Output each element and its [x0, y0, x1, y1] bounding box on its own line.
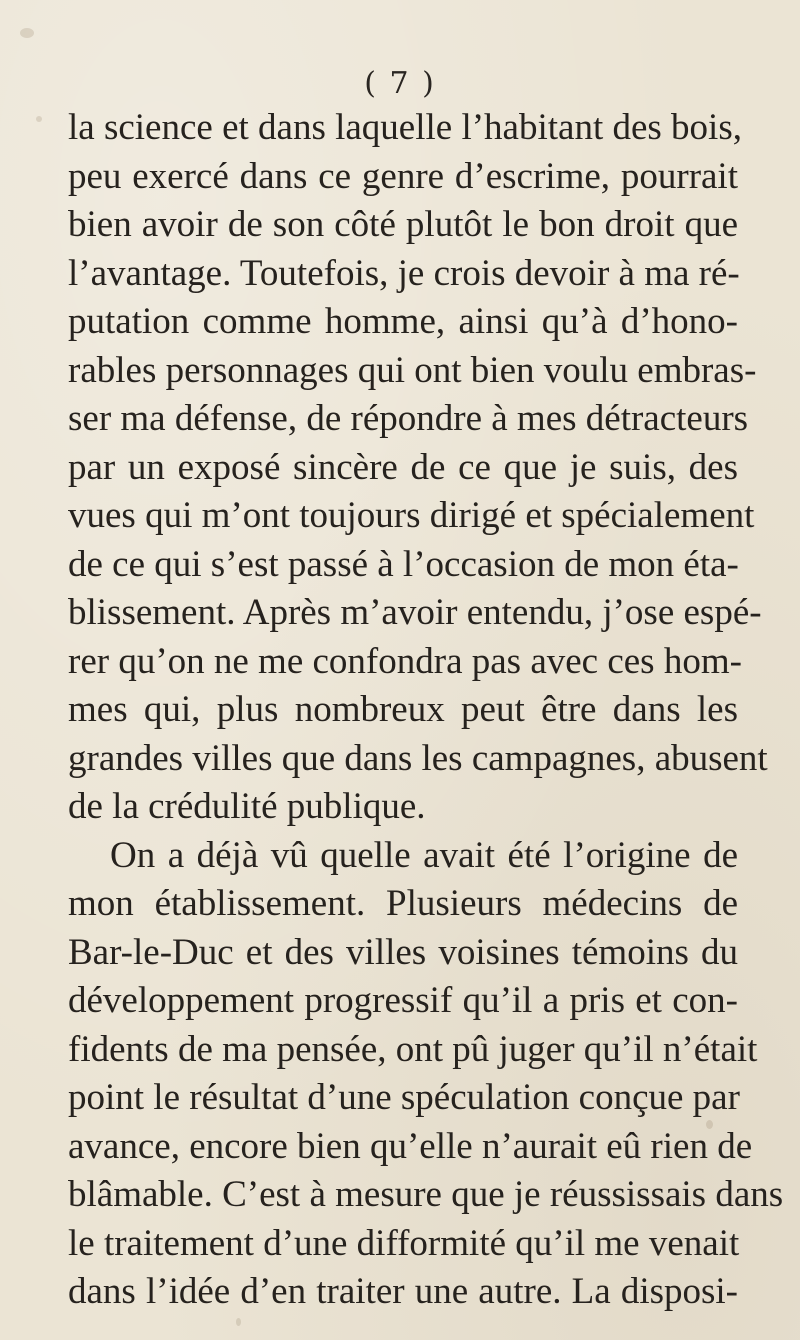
- text-line-16: On a déjà vû quelle avait été l’origine de: [110, 834, 738, 876]
- text-line-19: développement progressif qu’il a pris et con-: [68, 980, 738, 1021]
- text-line-18: Bar-le-Duc et des villes voisines témoins du: [68, 931, 738, 973]
- text-line-11: blissement. Après m’avoir entendu, j’ose espé-: [68, 592, 762, 633]
- body-text: [68, 104, 784, 1317]
- text-line-2: peu exercé dans ce genre d’escrime, pourrait: [68, 155, 738, 197]
- text-line-9: vues qui m’ont toujours dirigé et spécialement: [68, 495, 755, 536]
- text-line-20: fidents de ma pensée, ont pû juger qu’il n’était: [68, 1028, 758, 1070]
- text-line-3: bien avoir de son côté plutôt le bon droit que: [68, 204, 738, 245]
- text-line-5: putation comme homme, ainsi qu’à d’hono-: [68, 301, 738, 342]
- text-line-14: grandes villes que dans les campagnes, abusent: [68, 737, 768, 779]
- text-line-6: rables personnages qui ont bien voulu embras-: [68, 349, 757, 391]
- text-line-7: ser ma défense, de répondre à mes détracteurs: [68, 398, 749, 439]
- text-line-12: rer qu’on ne me confondra pas avec ces hom-: [68, 640, 742, 682]
- text-line-21: point le résultat d’une spéculation conçue par: [68, 1077, 740, 1118]
- paper-stain: [20, 28, 34, 38]
- text-line-17: mon établissement. Plusieurs médecins de: [68, 883, 738, 924]
- text-line-15: de la crédulité publique.: [68, 786, 426, 827]
- page-number: ( 7 ): [364, 66, 436, 101]
- text-line-13: mes qui, plus nombreux peut être dans les: [68, 689, 738, 730]
- text-line-23: blâmable. C’est à mesure que je réussissais dans: [68, 1174, 784, 1215]
- text-line-8: par un exposé sincère de ce que je suis, des: [68, 446, 738, 488]
- text-line-22: avance, encore bien qu’elle n’aurait eû rien de: [68, 1125, 753, 1167]
- paper-stain: [236, 1318, 241, 1326]
- text-line-10: de ce qui s’est passé à l’occasion de mon éta-: [68, 543, 739, 585]
- text-line-25: dans l’idée d’en traiter une autre. La disposi-: [68, 1271, 738, 1312]
- text-line-4: l’avantage. Toutefois, je crois devoir à ma ré-: [68, 252, 740, 294]
- text-line-24: le traitement d’une difformité qu’il me venait: [68, 1222, 740, 1264]
- text-line-1: la science et dans laquelle l’habitant des bois,: [68, 107, 742, 148]
- paper-stain: [706, 1120, 713, 1129]
- paper-stain: [36, 116, 42, 122]
